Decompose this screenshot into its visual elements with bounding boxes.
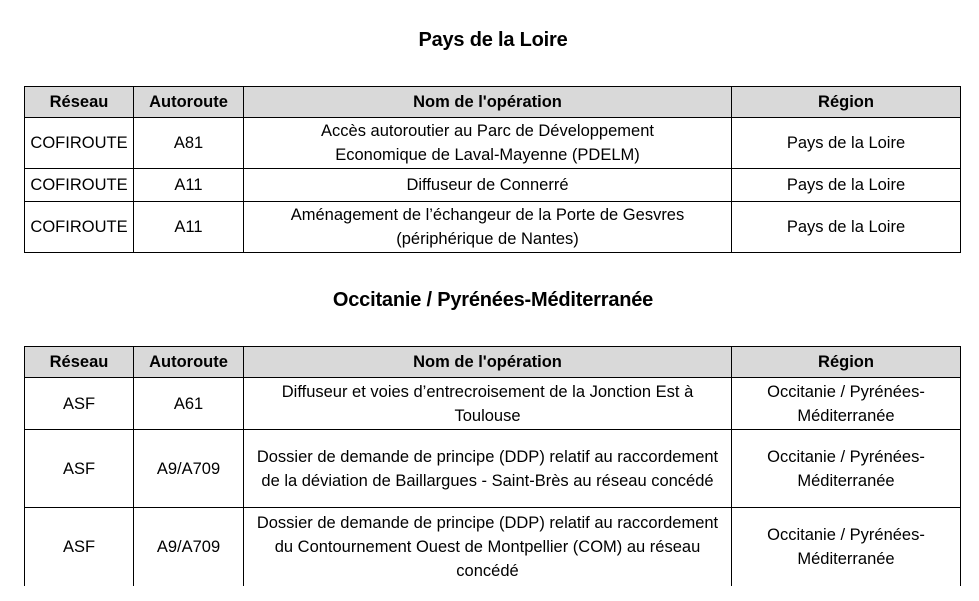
section-title-occitanie: Occitanie / Pyrénées-Méditerranée [332, 289, 654, 311]
cell-reseau: ASF [25, 378, 134, 430]
header-autoroute: Autoroute [134, 347, 244, 378]
operations-table-occitanie [24, 346, 961, 586]
section-title-pays-de-la-loire: Pays de la Loire [418, 29, 568, 51]
table-row [25, 202, 961, 253]
table-row [25, 430, 961, 508]
cell-region: Occitanie / Pyrénées-Méditerranée [732, 378, 961, 430]
table-row [25, 169, 961, 202]
header-reseau: Réseau [25, 87, 134, 118]
cell-region: Pays de la Loire [732, 169, 961, 202]
cell-nom-operation: Diffuseur de Connerré [244, 169, 732, 202]
operations-table-pays-de-la-loire [24, 86, 961, 253]
cell-reseau: ASF [25, 508, 134, 586]
table-header-row [25, 347, 961, 378]
cell-nom-operation: Aménagement de l’échangeur de la Porte de Gesvres (périphérique de Nantes) [244, 202, 732, 253]
cell-reseau: COFIROUTE [25, 202, 134, 253]
cell-region: Pays de la Loire [732, 118, 961, 169]
cell-region: Occitanie / Pyrénées-Méditerranée [732, 508, 961, 586]
cell-autoroute: A9/A709 [134, 430, 244, 508]
cell-reseau: COFIROUTE [25, 169, 134, 202]
header-nom-operation: Nom de l'opération [244, 87, 732, 118]
cell-reseau: ASF [25, 430, 134, 508]
table-header-row [25, 87, 961, 118]
table-row [25, 378, 961, 430]
header-autoroute: Autoroute [134, 87, 244, 118]
header-nom-operation: Nom de l'opération [244, 347, 732, 378]
cell-autoroute: A9/A709 [134, 508, 244, 586]
table-row [25, 508, 961, 586]
cell-reseau: COFIROUTE [25, 118, 134, 169]
header-region: Région [732, 347, 961, 378]
cell-autoroute: A11 [134, 202, 244, 253]
cell-nom-operation: Diffuseur et voies d’entrecroisement de la Jonction Est à Toulouse [244, 378, 732, 430]
cell-autoroute: A81 [134, 118, 244, 169]
header-region: Région [732, 87, 961, 118]
cell-autoroute: A11 [134, 169, 244, 202]
header-reseau: Réseau [25, 347, 134, 378]
table-row [25, 118, 961, 169]
cell-nom-operation: Dossier de demande de principe (DDP) relatif au raccordement du Contournement Ouest de Montpellier (COM) au réseau concédé [244, 508, 732, 586]
cell-autoroute: A61 [134, 378, 244, 430]
cell-region: Pays de la Loire [732, 202, 961, 253]
cell-region: Occitanie / Pyrénées-Méditerranée [732, 430, 961, 508]
cell-nom-operation: Accès autoroutier au Parc de Développement Economique de Laval-Mayenne (PDELM) [244, 118, 732, 169]
cell-nom-operation: Dossier de demande de principe (DDP) relatif au raccordement de la déviation de Baillargues - Saint-Brès au réseau concédé [244, 430, 732, 508]
